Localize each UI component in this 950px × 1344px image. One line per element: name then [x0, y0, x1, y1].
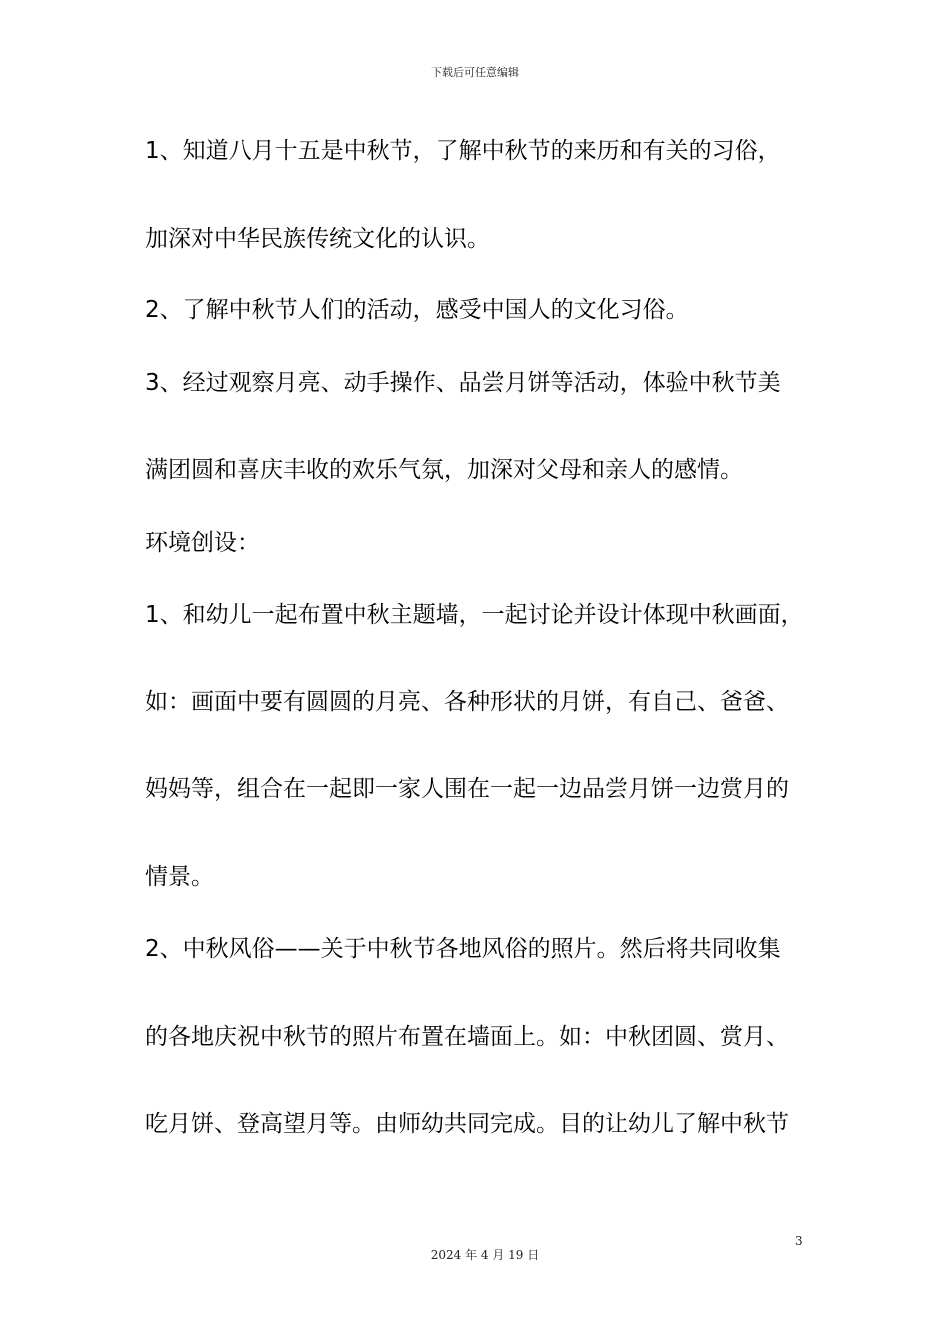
body-line-11: 2、中秋风俗——关于中秋节各地风俗的照片。然后将共同收集: [145, 936, 781, 962]
body-line-13: 吃月饼、登高望月等。由师幼共同完成。目的让幼儿了解中秋节: [145, 1111, 789, 1137]
body-line-4: 3、经过观察月亮、动手操作、品尝月饼等活动，体验中秋节美: [145, 370, 781, 396]
body-line-10: 情景。: [145, 864, 214, 890]
body-line-1: 1、知道八月十五是中秋节，了解中秋节的来历和有关的习俗，: [145, 138, 781, 164]
page-header: 下载后可任意编辑: [431, 66, 519, 79]
body-line-2: 加深对中华民族传统文化的认识。: [145, 226, 490, 252]
body-line-7: 1、和幼儿一起布置中秋主题墙，一起讨论并设计体现中秋画面，: [145, 602, 804, 628]
footer-date: 2024 年 4 月 19 日: [430, 1248, 540, 1262]
body-line-6: 环境创设：: [145, 530, 260, 556]
body-line-5: 满团圆和喜庆丰收的欢乐气氛，加深对父母和亲人的感情。: [145, 457, 743, 483]
body-line-8: 如：画面中要有圆圆的月亮、各种形状的月饼，有自己、爸爸、: [145, 689, 789, 715]
body-line-9: 妈妈等，组合在一起即一家人围在一起一边品尝月饼一边赏月的: [145, 776, 789, 802]
body-line-3: 2、了解中秋节人们的活动，感受中国人的文化习俗。: [145, 297, 689, 323]
body-line-12: 的各地庆祝中秋节的照片布置在墙面上。如：中秋团圆、赏月、: [145, 1024, 789, 1050]
page-number: 3: [795, 1234, 803, 1248]
